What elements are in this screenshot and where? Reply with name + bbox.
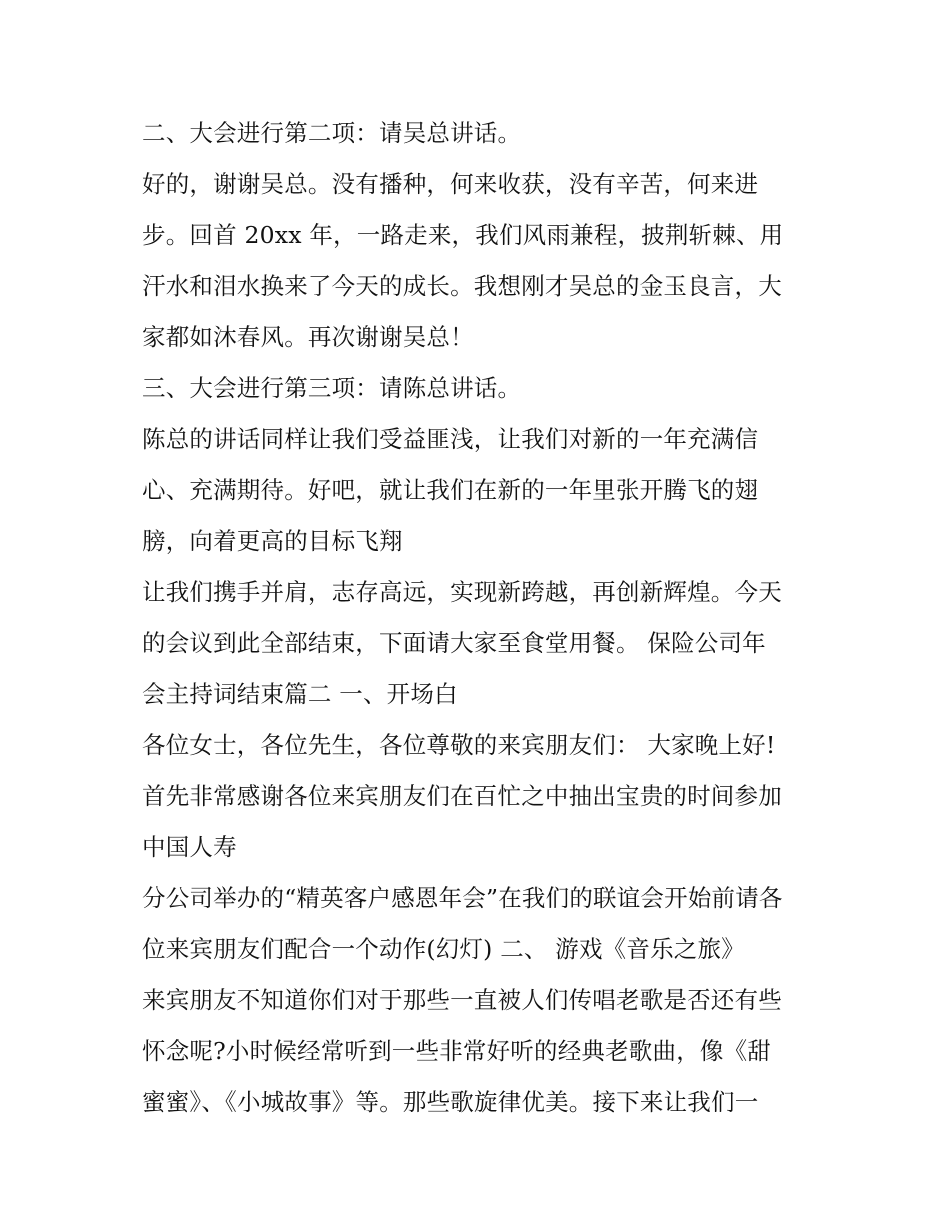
- text-line: 中国人寿: [142, 833, 237, 861]
- text-line: 好的，谢谢吴总。没有播种，何来收获，没有辛苦，何来进: [142, 170, 759, 198]
- text-line: 分公司举办的“精英客户感恩年会”在我们的联谊会开始前请各: [142, 884, 783, 912]
- text-line: 陈总的讲话同样让我们受益匪浅，让我们对新的一年充满信: [142, 425, 759, 453]
- text-line: 步。回首 20xx 年，一路走来，我们风雨兼程，披荆斩棘、用: [142, 221, 784, 249]
- text-line: 的会议到此全部结束，下面请大家至食堂用餐。 保险公司年: [142, 629, 766, 657]
- text-line: 三、大会进行第三项：请陈总讲话。: [142, 374, 522, 402]
- text-line: 怀念呢?小时候经常听到一些非常好听的经典老歌曲，像《甜: [142, 1037, 771, 1065]
- text-line: 二、大会进行第二项：请吴总讲话。: [142, 119, 522, 147]
- text-line: 位来宾朋友们配合一个动作(幻灯) 二、 游戏《音乐之旅》: [142, 935, 745, 963]
- text-line: 蜜蜜》、《小城故事》等。那些歌旋律优美。接下来让我们一: [142, 1088, 759, 1116]
- text-line: 各位女士，各位先生，各位尊敬的来宾朋友们： 大家晚上好!: [142, 731, 776, 759]
- text-line: 汗水和泪水换来了今天的成长。我想刚才吴总的金玉良言，大: [142, 272, 782, 300]
- text-line: 会主持词结束篇二 一、开场白: [142, 680, 458, 708]
- text-line: 来宾朋友不知道你们对于那些一直被人们传唱老歌是否还有些: [142, 986, 782, 1014]
- text-line: 心、充满期待。好吧，就让我们在新的一年里张开腾飞的翅: [142, 476, 759, 504]
- text-line: 让我们携手并肩，志存高远，实现新跨越，再创新辉煌。今天: [142, 578, 782, 606]
- text-line: 膀，向着更高的目标飞翔: [142, 527, 403, 555]
- text-line: 首先非常感谢各位来宾朋友们在百忙之中抽出宝贵的时间参加: [142, 782, 782, 810]
- document-body: [142, 108, 822, 1128]
- text-line: 家都如沐春风。再次谢谢吴总！: [142, 323, 474, 351]
